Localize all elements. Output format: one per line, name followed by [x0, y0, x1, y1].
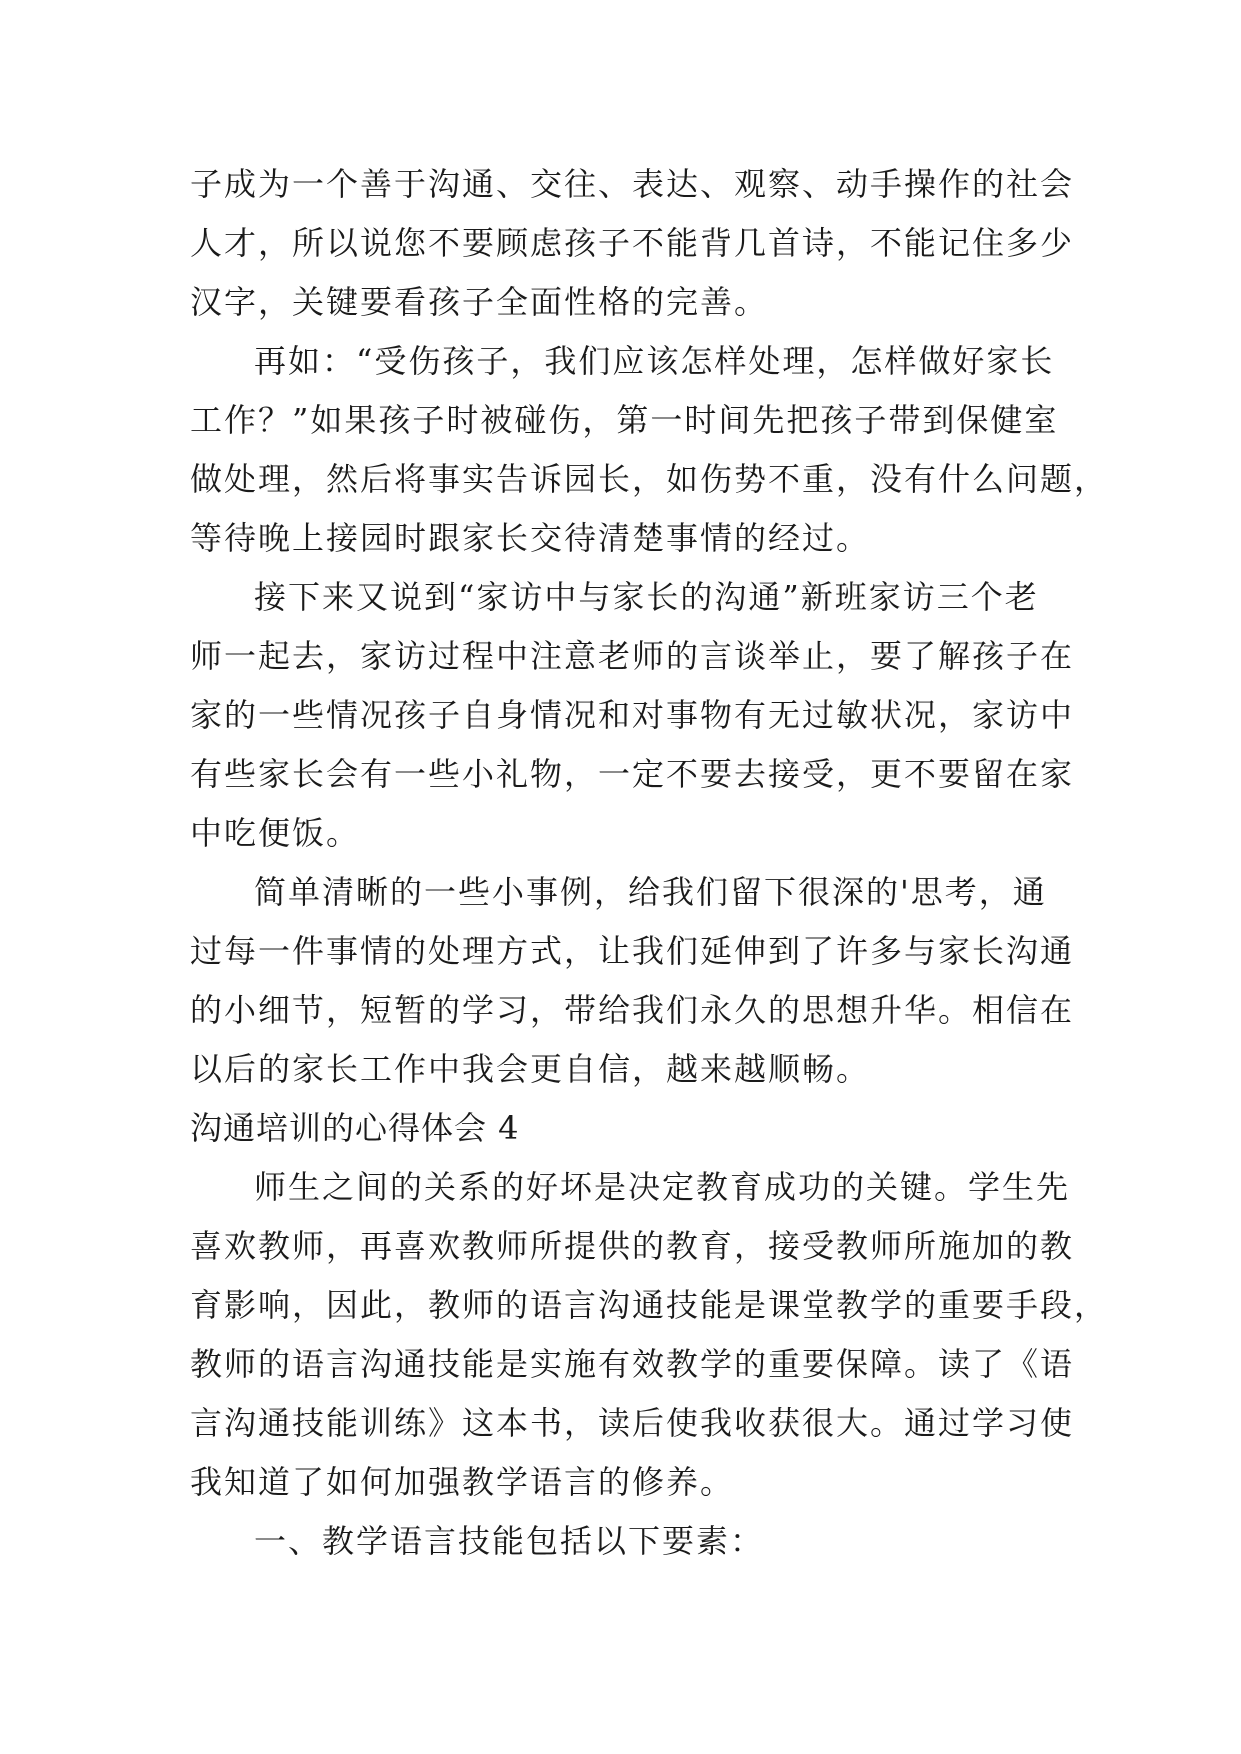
text-line: 言沟通技能训练》这本书，读后使我收获很大。通过学习使	[190, 1404, 1075, 1442]
text-line: 等待晚上接园时跟家长交待清楚事情的经过。	[190, 519, 871, 557]
text-line: 喜欢教师，再喜欢教师所提供的教育，接受教师所施加的教	[190, 1227, 1075, 1265]
text-line: 育影响，因此，教师的语言沟通技能是课堂教学的重要手段，	[190, 1286, 1109, 1324]
text-line: 我知道了如何加强教学语言的修养。	[190, 1463, 735, 1501]
text-line: 中吃便饭。	[190, 814, 361, 852]
paragraph-start-line: 一、教学语言技能包括以下要素：	[254, 1522, 765, 1560]
paragraph-start-line: 简单清晰的一些小事例，给我们留下很深的'思考，通	[254, 873, 1047, 911]
document-body	[190, 155, 1109, 1571]
paragraph-start-line: 再如：“受伤孩子，我们应该怎样处理，怎样做好家长	[254, 342, 1055, 380]
text-line: 工作？”如果孩子时被碰伤，第一时间先把孩子带到保健室	[190, 401, 1059, 439]
text-line: 以后的家长工作中我会更自信，越来越顺畅。	[190, 1050, 871, 1088]
text-line: 人才，所以说您不要顾虑孩子不能背几首诗，不能记住多少	[190, 224, 1075, 262]
text-line: 过每一件事情的处理方式，让我们延伸到了许多与家长沟通	[190, 932, 1075, 970]
text-line: 汉字，关键要看孩子全面性格的完善。	[190, 283, 769, 321]
paragraph-start-line: 接下来又说到“家访中与家长的沟通”新班家访三个老	[254, 578, 1039, 616]
text-line: 子成为一个善于沟通、交往、表达、观察、动手操作的社会	[190, 165, 1075, 203]
paragraph-start-line: 师生之间的关系的好坏是决定教育成功的关键。学生先	[254, 1168, 1071, 1206]
text-line: 家的一些情况孩子自身情况和对事物有无过敏状况，家访中	[190, 696, 1075, 734]
text-line: 有些家长会有一些小礼物，一定不要去接受，更不要留在家	[190, 755, 1075, 793]
text-line: 师一起去，家访过程中注意老师的言谈举止，要了解孩子在	[190, 637, 1075, 675]
text-line: 的小细节，短暂的学习，带给我们永久的思想升华。相信在	[190, 991, 1075, 1029]
text-line: 做处理，然后将事实告诉园长，如伤势不重，没有什么问题，	[190, 460, 1109, 498]
section-heading: 沟通培训的心得体会 4	[190, 1109, 520, 1147]
text-line: 教师的语言沟通技能是实施有效教学的重要保障。读了《语	[190, 1345, 1075, 1383]
